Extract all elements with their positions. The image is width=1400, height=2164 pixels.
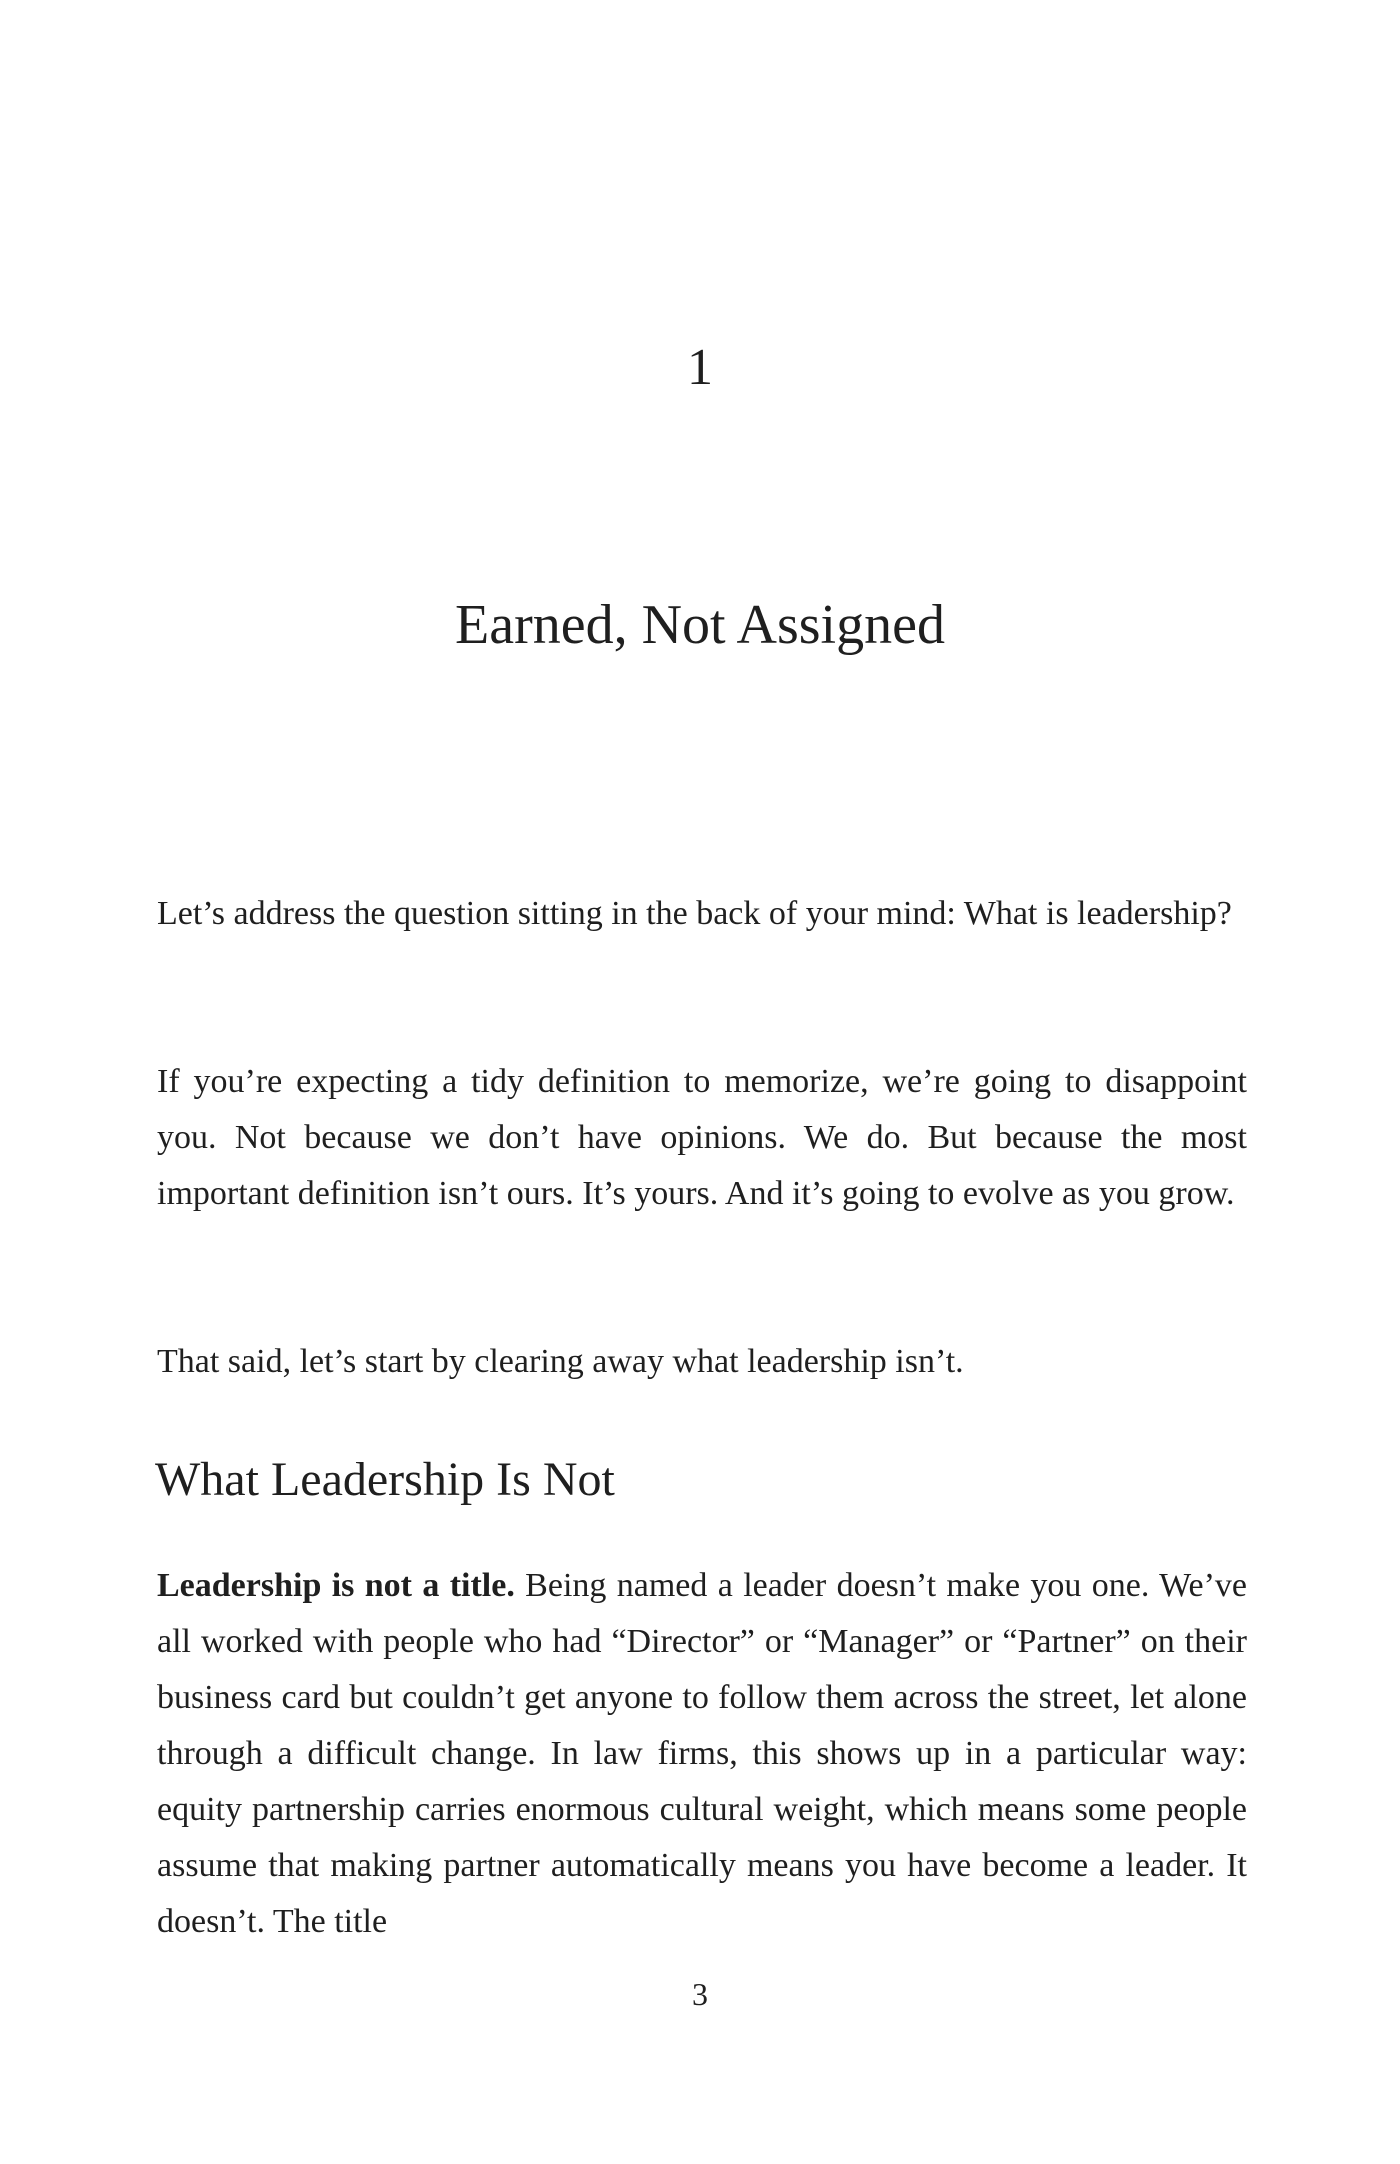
paragraph-body: Being named a leader doesn’t make you one. We’ve all worked with people who had “Director” or “Manager” or “Partner” on their business card but couldn’t get anyone to follow them across the street, let alone through a difficult change. In law firms, this shows up in a particular way: equity partnership carries enormous cultural weight, which means some people assume that making partner automatically means you have become a leader. It doesn’t. The title xyxy=(157,1567,1247,1940)
paragraph-transition: That said, let’s start by clearing away what leadership isn’t. xyxy=(157,1343,964,1380)
paragraph-definition: If you’re expecting a tidy definition to memorize, we’re going to disappoint you. Not because we don’t have opinions. We do. But because the most important definition isn’t ours. It’s yours. And it’s going to evolve as you grow. xyxy=(157,1063,1247,1212)
paragraph-intro: Let’s address the question sitting in the back of your mind: What is leadership? xyxy=(157,895,1232,932)
chapter-number: 1 xyxy=(687,339,713,396)
chapter-title: Earned, Not Assigned xyxy=(455,594,945,656)
page-number: 3 xyxy=(692,1976,708,2012)
paragraph-lead-bold: Leadership is not a title. xyxy=(157,1567,515,1604)
paragraph-not-a-title xyxy=(157,1558,1247,1950)
section-heading: What Leadership Is Not xyxy=(155,1453,615,1506)
